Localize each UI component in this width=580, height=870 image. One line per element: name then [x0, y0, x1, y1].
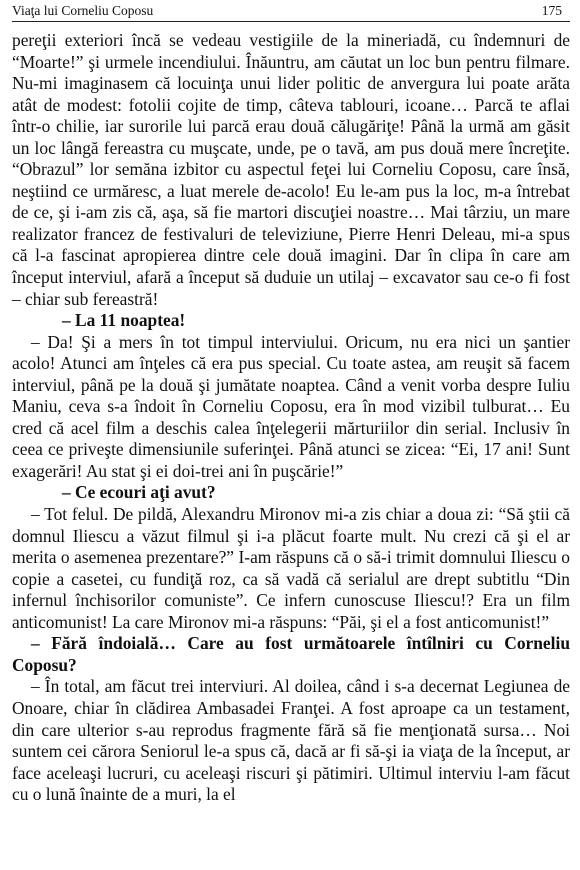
- paragraph: – Da! Şi a mers în tot timpul interviului. Oricum, nu era nici un şantier acolo! Atunci am înţeles că era pus special. Cu toate astea, am reuşit să facem interviul, până pe la două şi jumătate noaptea. Când a venit vorba despre Iuliu Maniu, ceva s-a îndoit în Corneliu Coposu, era în mod vizibil tulburat… Eu cred că acel film a deschis calea înţelegerii mărturiilor din serial. Inclusiv în ceea ce priveşte dimensiunile suferinţei. Până atunci se zicea: “Ei, 17 ani! Sunt exagerări! Au stat şi ei doi-trei ani în puşcărie!”: [12, 331, 570, 481]
- paragraph: – În total, am făcut trei interviuri. Al doilea, când i s-a decernat Legiunea de Onoare, chiar în clădirea Ambasadei Franţei. A fost aproape ca un testament, din care ulterior s-au reprodus fragmente fără să fie menţionată sursa… Noi suntem cei cărora Seniorul le-a spus că, dacă ar fi să-şi ia viaţa de la început, ar face aceleaşi lucruri, cu aceleaşi riscuri şi pătimiri. Ultimul interviu l-am făcut cu o lună înainte de a muri, la el: [12, 676, 570, 805]
- interviewer-question: – La 11 noaptea!: [62, 310, 186, 331]
- paragraph: – Tot felul. De pildă, Alexandru Mironov mi-a zis chiar a doua zi: “Să ştii că domnul Iliescu a văzut filmul şi i-a plăcut foarte mult. Nu crezi că şi el ar merita o asemenea prezentare?” I-am răspuns că o să-i trimit domnului Iliescu o copie a casetei, cu fundiţă roz, ca să vadă că serialul are drept subtitlu “Din infernul închisorilor comuniste”. Ce infern cunoscuse Iliescu!? Era un film anticomunist! La care Mironov mi-a răspuns: “Păi, şi el a fost anticomunist!”: [12, 504, 570, 632]
- page-header: [12, 0, 570, 22]
- page-number: 175: [541, 3, 562, 18]
- body-text: [12, 30, 570, 806]
- interviewer-question: – Ce ecouri aţi avut?: [62, 482, 216, 503]
- interviewer-question: – Fără îndoială… Care au fost următoarele întîlniri cu Corneliu Coposu?: [12, 633, 570, 675]
- paragraph: pereţii exteriori încă se vedeau vestigiile de la mineriadă, cu îndemnuri de “Moarte!” şi urmele incendiului. Înăuntru, am căutat un loc bun pentru filmare. Nu-mi imaginasem că locuinţa unui lider politic de anvergura lui poate arăta atât de modest: fotolii cojite de timp, câteva tablouri, icoane… Parcă te aflai într-o chilie, iar surorile lui parcă erau două călugăriţe! Până la urmă am găsit un loc lângă fereastra cu muşcate, unde, pe o tavă, am pus două mere încreţite. “Obrazul” lor semăna izbitor cu aspectul feţei lui Corneliu Coposu, care însă, neştiind ce urmăresc, a luat merele de-acolo! Eu le-am pus la loc, m-a întrebat de ce, şi i-am zis că, aşa, să fie martori discuţiei noastre… Mai târziu, un mare realizator francez de festivaluri de televiziune, Pierre Henri Deleau, mi-a spus că l-a fascinat apropierea dintre cele două imagini. Dar în clipa în care am început interviul, afară a început să duduie un utilaj – excavator sau ce-o fi fost – chiar sub fereastră!: [12, 30, 570, 309]
- running-title: Viaţa lui Corneliu Coposu: [12, 3, 154, 18]
